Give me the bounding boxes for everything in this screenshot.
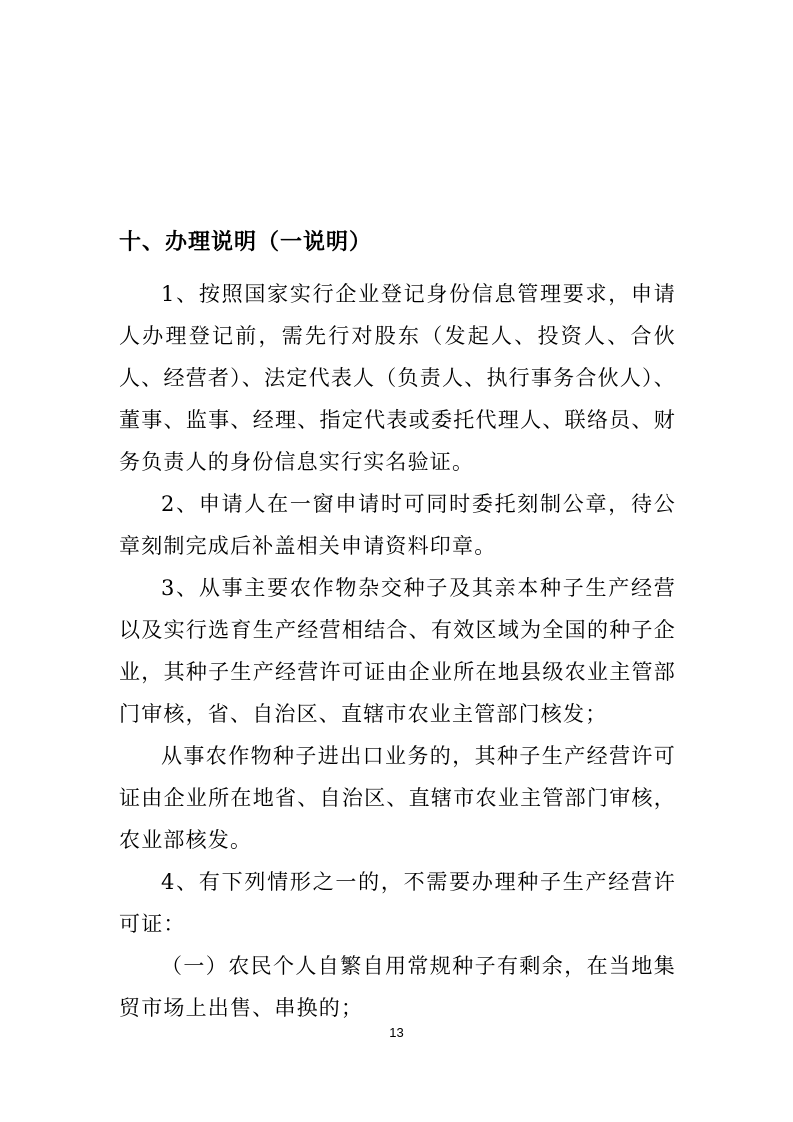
paragraph-2: 2、申请人在一窗申请时可同时委托刻制公章，待公章刻制完成后补盖相关申请资料印章。	[119, 492, 676, 558]
paragraph-3: 3、从事主要农作物杂交种子及其亲本种子生产经营以及实行选育生产经营相结合、有效区域为全国的种子企业，其种子生产经营许可证由企业所在地县级农业主管部门审核，省、自治区、直辖市农业主管部门核发；	[119, 576, 676, 726]
document-body	[119, 230, 676, 1029]
paragraph-4: 从事农作物种子进出口业务的，其种子生产经营许可证由企业所在地省、自治区、直辖市农业主管部门审核，农业部核发。	[119, 744, 676, 852]
page-number: 13	[389, 1025, 404, 1040]
paragraph-5: 4、有下列情形之一的，不需要办理种子生产经营许可证：	[119, 870, 676, 936]
section-title: 十、办理说明（一说明）	[119, 230, 373, 255]
paragraph-1: 1、按照国家实行企业登记身份信息管理要求，申请人办理登记前，需先行对股东（发起人、投资人、合伙人、经营者）、法定代表人（负责人、执行事务合伙人）、董事、监事、经理、指定代表或委托代理人、联络员、财务负责人的身份信息实行实名验证。	[119, 282, 676, 474]
paragraph-6: （一）农民个人自繁自用常规种子有剩余，在当地集贸市场上出售、串换的；	[119, 954, 676, 1020]
